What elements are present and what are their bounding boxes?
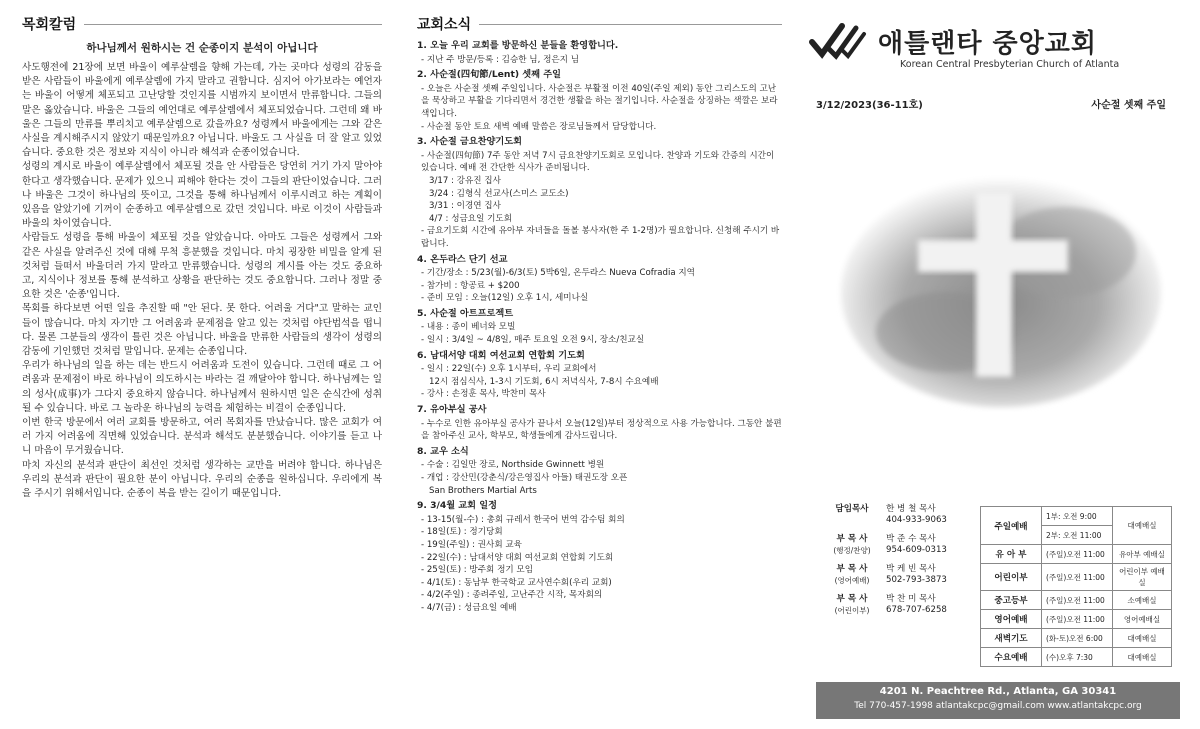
news-item xyxy=(417,69,782,133)
staff-role: 부 목 사 (영어예배) xyxy=(834,564,870,585)
news-item-line: 4/7 : 성금요일 기도회 xyxy=(429,213,513,224)
news-item-line: - 4/2(주일) : 종려주일, 고난주간 시작, 목자회의 xyxy=(421,590,603,601)
news-item-title: 2. 사순절(四旬節/Lent) 셋째 주일 xyxy=(417,69,561,81)
news-item-line: - 일시 : 22일(수) 오후 1시부터, 우리 교회에서 xyxy=(421,364,597,375)
service-time: (주일)오전 11:00 xyxy=(1042,591,1113,610)
column-heading: 목회칼럼 xyxy=(22,17,77,33)
staff-name: 박 준 수 목사 xyxy=(886,534,936,544)
column-paragraph: 목회를 하다보면 어떤 일을 추진할 때 "안 된다. 못 한다. 어려울 거다"고 말하는 교인들이 많습니다. 마치 자기만 그 어려움과 문제점을 알고 있는 것처럼 야단법석을 떱니다. 물론 그분들의 생각이 틀린 것은 아닙니다. 바울을 만류한 사람들의 생각이 성령의 감동에 기인했던 것처럼 말입니다. 문제는 순종입니다. xyxy=(22,303,382,358)
news-item-line: - 22일(수) : 남대서양 대회 여선교회 연합회 기도회 xyxy=(421,552,614,563)
service-name: 어린이부 xyxy=(981,564,1042,591)
service-name: 유 아 부 xyxy=(981,545,1042,564)
staff-name: 박 찬 미 목사 xyxy=(886,594,936,604)
news-header xyxy=(417,14,782,34)
service-row xyxy=(981,591,1172,610)
service-place: 영어예배실 xyxy=(1113,610,1172,629)
service-name: 영어예배 xyxy=(981,610,1042,629)
news-item-line: 3/17 : 강유진 집사 xyxy=(429,175,501,186)
staff-info xyxy=(878,594,947,616)
news-item-line: 12시 점심식사, 1-3시 기도회, 6시 저녁식사, 7-8시 수요예배 xyxy=(429,376,659,387)
news-list xyxy=(417,40,782,615)
staff-phone: 502-793-3873 xyxy=(886,575,947,585)
church-news xyxy=(417,14,782,618)
news-item-line: - 일시 : 3/4일 ~ 4/8일, 매주 토요일 오전 9시, 장소/친교실 xyxy=(421,335,645,346)
news-item-title: 3. 사순절 금요찬양기도회 xyxy=(417,136,523,148)
service-time: (주일)오전 11:00 xyxy=(1042,545,1113,564)
footer xyxy=(816,682,1180,719)
pastoral-column xyxy=(22,14,382,501)
service-name: 새벽기도 xyxy=(981,629,1042,648)
column-paragraph: 사도행전에 21장에 보면 바울이 예루살렘을 향해 가는데, 가는 곳마다 성령의 감동을 받은 사람들이 바울에게 예루살렘에 가지 말라고 권합니다. 심지어 아가보라는 예언자는 바울이 어떻게 체포되고 고난당할 것인지를 시범까지 보이면서 만류합니다. 그들의 말은 옳았습니다. 바울은 그들의 예언대로 예루살렘에서 체포되었습니다. 그런데 왜 바울은 그들의 만류를 뿌리치고 예루살렘으로 갔을까요? 성령께서 바울에게는 그와 같은 사실을 계시해주시지 않았기 때문일까요? 아닙니다. 바울도 그 사실을 더 잘 알고 있었습니다. 중요한 것은 정보와 지식이 아니라 해석과 순종이었습니다. xyxy=(22,62,382,159)
staff-role: 부 목 사 (행정/찬양) xyxy=(833,534,871,555)
news-item-line: - 누수로 인한 유아부실 공사가 끝나서 오늘(12일)부터 정상적으로 사용 가능합니다. 그동안 불편을 참아주신 교사, 학부모, 학생들에게 감사드립니다. xyxy=(421,418,782,442)
service-place: 어린이부 예배실 xyxy=(1113,564,1172,591)
service-row xyxy=(981,629,1172,648)
news-item-title: 8. 교우 소식 xyxy=(417,445,469,457)
news-heading: 교회소식 xyxy=(417,17,472,33)
news-item-line: - 13-15(월-수) : 총회 규레서 한국어 번역 감수팀 회의 xyxy=(421,514,625,525)
footer-address: 4201 N. Peachtree Rd., Atlanta, GA 30341 xyxy=(879,686,1117,697)
staff-name: 박 케 빈 목사 xyxy=(886,564,936,574)
staff-row xyxy=(826,594,976,616)
news-item-line: - 오늘은 사순절 셋째 주일입니다. 사순절은 부활절 이전 40일(주일 제외) 동안 그리스도의 고난을 묵상하고 부활을 기다리면서 경건한 생활을 하는 절기입니다. 사순절을 상징하는 색깔은 보라색입니다. xyxy=(421,83,778,119)
service-place: 대예배실 xyxy=(1113,629,1172,648)
column-title: 하나님께서 원하시는 건 순종이지 분석이 아닙니다 xyxy=(86,42,318,54)
service-time: (수)오후 7:30 xyxy=(1042,648,1113,667)
column-paragraph: 성령의 계시로 바울이 예루살렘에서 체포될 것을 안 사람들은 당연히 거기 가지 말아야 한다고 생각했습니다. 문제가 있으니 피해야 한다는 것이 그들의 판단이었습니다. 그러나 바울은 그것이 하나님의 뜻이고, 그것을 통해 하나님께서 이루시려고 하는 계획이 있음을 알았기에 기꺼이 순종하고 예루살렘으로 갔던 것입니다. 바로 이것이 사람들과 바울의 차이였습니다. xyxy=(22,161,382,230)
news-item-line: - 기간/장소 : 5/23(월)-6/3(토) 5박6일, 온두라스 Nueva Cofradia 지역 xyxy=(421,268,695,279)
service-row xyxy=(981,545,1172,564)
staff-info xyxy=(878,564,947,586)
service-place: 대예배실 xyxy=(1113,507,1172,545)
church-logo xyxy=(808,20,1180,62)
news-item-line: - 참가비 : 항공료 + $200 xyxy=(421,280,520,291)
footer-contact: Tel 770-457-1998 atlantakcpc@gmail.com www.atlantakcpc.org xyxy=(854,701,1142,711)
staff-list xyxy=(826,504,976,624)
news-item-line: - 사순절(四旬節) 7주 동안 저녁 7시 금요찬양기도회로 모입니다. 찬양과 기도와 간증의 시간이 있습니다. 예배 전 간단한 식사가 준비됩니다. xyxy=(421,150,775,174)
column-paragraph: 우리가 하나님의 일을 하는 데는 반드시 어려움과 도전이 있습니다. 그런데 때로 그 어려움과 문제점이 바로 하나님이 의도하시는 바라는 걸 깨달아야 합니다. 하나님께는 일의 성사(成事)가 그다지 중요하지 않습니다. 하나님께서 원하시면 일은 순식간에 성취될 수 있습니다. 바로 그 놀라운 하나님의 능력을 체험하는 비결이 순종입니다. xyxy=(22,360,382,414)
news-item-line: - 개업 : 강산민(강춘식/강은영집사 아들) 태권도장 오픈 xyxy=(421,473,628,483)
service-name: 중고등부 xyxy=(981,591,1042,610)
service-place: 대예배실 xyxy=(1113,648,1172,667)
church-name-en: Korean Central Presbyterian Church of Atlanta xyxy=(900,59,1120,70)
service-time: (화-토)오전 6:00 xyxy=(1042,629,1113,648)
news-item-line: 3/24 : 김형식 선교사(스미스 교도소) xyxy=(429,188,569,199)
service-time: (주일)오전 11:00 xyxy=(1042,564,1113,591)
news-item-line: - 4/1(토) : 동남부 한국학교 교사연수회(우리 교회) xyxy=(421,577,612,588)
news-item-title: 5. 사순절 아트프로젝트 xyxy=(417,307,514,319)
header-rule xyxy=(479,24,782,25)
news-item-line: - 19일(주일) : 권사회 교육 xyxy=(421,539,522,550)
column-header xyxy=(22,14,382,34)
news-item-title: 4. 온두라스 단기 선교 xyxy=(417,253,508,265)
news-item-line: - 강사 : 손정훈 목사, 박찬미 목사 xyxy=(421,389,546,400)
news-item xyxy=(417,136,782,250)
ash-cross-image xyxy=(836,162,1166,412)
staff-phone: 678-707-6258 xyxy=(886,605,947,615)
service-row xyxy=(981,610,1172,629)
news-item-line: - 준비 모임 : 오늘(12일) 오후 1시, 세미나실 xyxy=(421,293,589,304)
staff-info xyxy=(878,504,947,526)
date-row xyxy=(816,96,1166,111)
news-item xyxy=(417,308,782,347)
news-item-line: - 내용 : 종이 베너와 모빌 xyxy=(421,322,516,333)
service-place: 소예배실 xyxy=(1113,591,1172,610)
sunday-name: 사순절 셋째 주일 xyxy=(1091,100,1166,111)
news-item-line: - 사순절 동안 토요 새벽 예배 말씀은 장로님들께서 담당합니다. xyxy=(421,121,657,132)
news-item-line: - 지난 주 방문/등록 : 김승한 님, 정은지 님 xyxy=(421,54,580,65)
news-item-title: 7. 유아부실 공사 xyxy=(417,404,487,416)
news-item xyxy=(417,254,782,305)
staff-name: 한 병 철 목사 xyxy=(886,504,936,514)
bulletin-date: 3/12/2023(36-11호) xyxy=(816,100,923,111)
news-item xyxy=(417,40,782,66)
staff-row xyxy=(826,534,976,556)
news-item-line: San Brothers Martial Arts xyxy=(429,485,537,496)
service-row xyxy=(981,648,1172,667)
news-item xyxy=(417,404,782,443)
cover-panel xyxy=(808,14,1180,714)
church-logo-icon xyxy=(808,20,868,62)
news-item-line: 3/31 : 이경연 집사 xyxy=(429,201,501,212)
staff-phone: 954-609-0313 xyxy=(886,545,947,555)
staff-role: 담임목사 xyxy=(835,504,869,514)
staff-info xyxy=(878,534,947,556)
church-name-kr: 애틀랜타 중앙교회 xyxy=(878,28,1097,59)
header-rule xyxy=(84,24,382,25)
news-item-title: 6. 남대서양 대회 여선교회 연합회 기도회 xyxy=(417,349,585,361)
news-item xyxy=(417,446,782,497)
service-time: (주일)오전 11:00 xyxy=(1042,610,1113,629)
column-paragraph: 사람들도 성령을 통해 바울이 체포될 것을 알았습니다. 아마도 그들은 성령께서 그와 같은 사실을 알려주신 것에 대해 무척 흥분했을 것입니다. 마치 굉장한 비밀을 알게 된 것처럼 들떠서 바울더러 가지 말라고 만류했습니다. 성령의 계시를 아는 것도 중요하고, 지식이나 정보를 통해 분석하고 상황을 판단하는 것도 중요합니다. 그러나 정말 중요한 것은 '순종'입니다. xyxy=(22,232,382,301)
news-item-line: - 금요기도회 시간에 유아부 자녀들을 돌볼 봉사자(한 주 1-2명)가 필요합니다. 신청해 주시기 바랍니다. xyxy=(421,226,780,249)
service-schedule xyxy=(980,506,1172,667)
news-item-title: 1. 오늘 우리 교회를 방문하신 분들을 환영합니다. xyxy=(417,40,619,51)
column-paragraph: 이번 한국 방문에서 여러 교회를 방문하고, 여러 목회자를 만났습니다. 많은 교회가 여러 가지 어려움에 직면해 있었습니다. 분석과 해석도 분분했습니다. 이야기를 듣고 나니 마음이 무거웠습니다. xyxy=(22,417,382,457)
news-item-line: - 18일(토) : 정기당회 xyxy=(421,527,503,538)
news-item-line: - 25일(토) : 방주회 정기 모임 xyxy=(421,565,534,576)
news-item-line: - 4/7(금) : 성금요일 예배 xyxy=(421,602,517,613)
service-row xyxy=(981,564,1172,591)
staff-phone: 404-933-9063 xyxy=(886,515,947,525)
service-place: 유아부 예배실 xyxy=(1113,545,1172,564)
service-name: 수요예배 xyxy=(981,648,1042,667)
column-body xyxy=(22,61,382,501)
staff-row xyxy=(826,504,976,526)
news-item xyxy=(417,350,782,401)
staff-role: 부 목 사 (어린이부) xyxy=(834,594,870,615)
service-time: 1부: 오전 9:00 xyxy=(1042,507,1113,526)
news-item-line: - 수술 : 김일만 장로, Northside Gwinnett 병원 xyxy=(421,460,605,471)
news-item xyxy=(417,500,782,614)
service-time: 2부: 오전 11:00 xyxy=(1042,526,1113,545)
service-name: 주일예배 xyxy=(981,507,1042,545)
service-row xyxy=(981,507,1172,526)
staff-row xyxy=(826,564,976,586)
column-paragraph: 마치 자신의 분석과 판단이 최선인 것처럼 생각하는 교만을 버려야 합니다. 하나님은 우리의 분석과 판단이 필요한 분이 아닙니다. 우리의 순종을 원하십니다. 우리에게 복을 주시기 위해서입니다. 순종이 복을 받는 길이기 때문입니다. xyxy=(22,459,382,500)
news-item-title: 9. 3/4월 교회 일정 xyxy=(417,500,497,512)
